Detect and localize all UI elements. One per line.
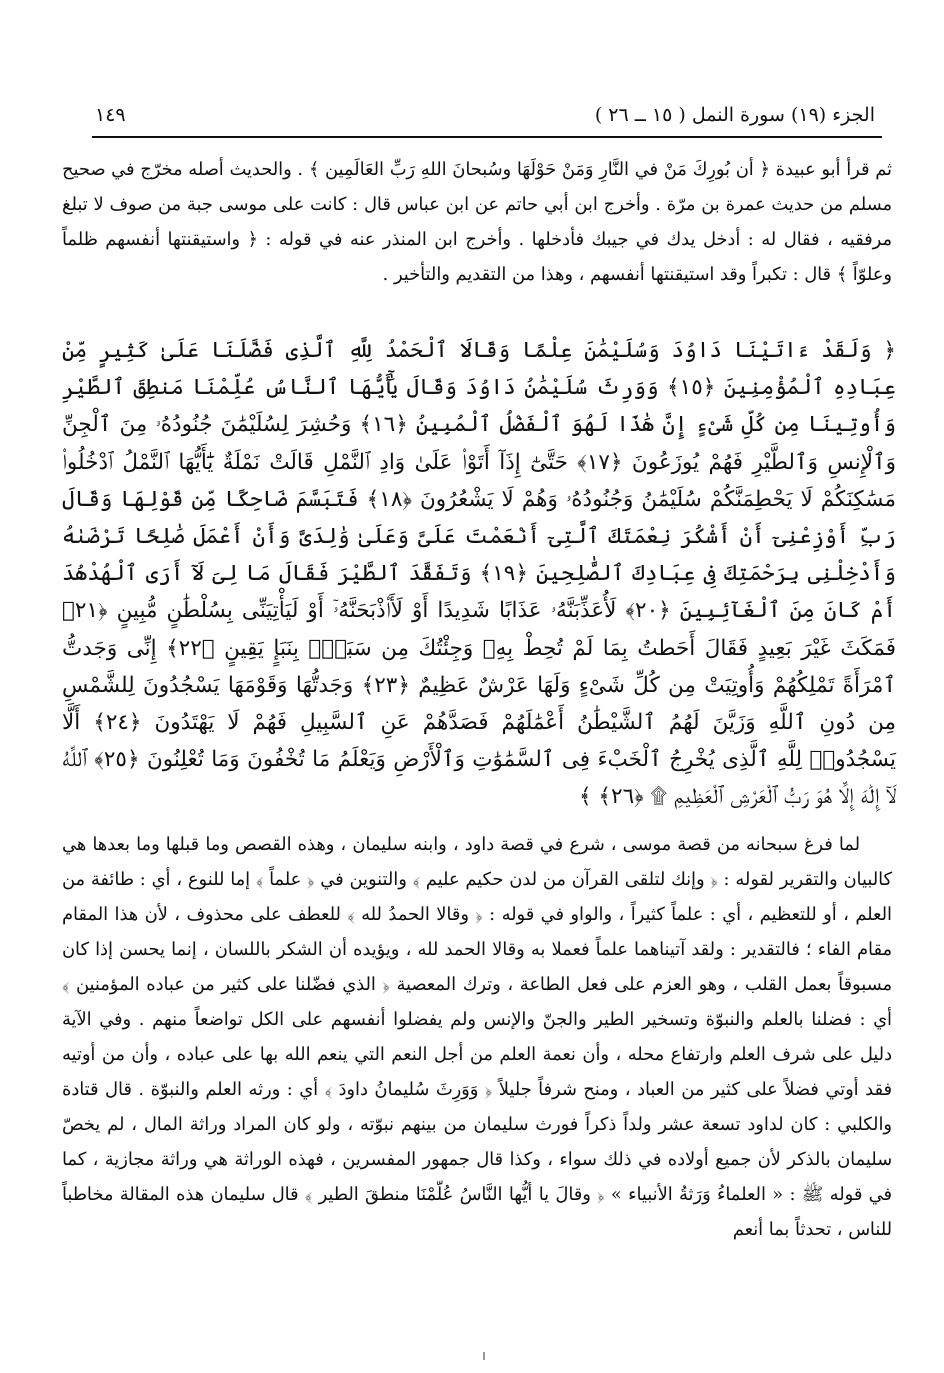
quran-verses: ﴿ وَلَقَدْ ءَاتَيْنَا دَاوُدَ وَسُلَيْمَٰنَ عِلْمًا وَقَالَا ٱلْحَمْدُ لِلَّهِ ٱلَّذِى فَضَّلَنَا عَلَىٰ كَثِيرٍ مِّنْ عِبَادِهِ ٱلْمُؤْمِنِينَ ﴿١٥﴾ وَوَرِثَ سُلَيْمَٰنُ دَاوُدَ وَقَالَ يَٰٓأَيُّهَا ٱلنَّاسُ عُلِّمْنَا مَنطِقَ ٱلطَّيْرِ وَأُوتِينَا مِن كُلِّ شَىْءٍ إِنَّ هَٰذَا لَهُوَ ٱلْفَضْلُ ٱلْمُبِينُ ﴿١٦﴾ وَحُشِرَ لِسُلَيْمَٰنَ جُنُودُهُۥ مِنَ ٱلْجِنِّ وَٱلْإِنسِ وَٱلطَّيْرِ فَهُمْ يُوزَعُونَ ﴿١٧﴾ حَتَّىٰٓ إِذَآ أَتَوْا۟ عَلَىٰ وَادِ ٱلنَّمْلِ قَالَتْ نَمْلَةٌ يَٰٓأَيُّهَا ٱلنَّمْلُ ٱدْخُلُوا۟ مَسَٰكِنَكُمْ لَا يَحْطِمَنَّكُمْ سُلَيْمَٰنُ وَجُنُودُهُۥ وَهُمْ لَا يَشْعُرُونَ ﴿١٨﴾ فَتَبَسَّمَ ضَاحِكًا مِّن قَوْلِهَا وَقَالَ رَبِّ أَوْزِعْنِىٓ أَنْ أَشْكُرَ نِعْمَتَكَ ٱلَّتِىٓ أَنْعَمْتَ عَلَىَّ وَعَلَىٰ وَٰلِدَىَّ وَأَنْ أَعْمَلَ صَٰلِحًا تَرْضَىٰهُ وَأَدْخِلْنِى بِرَحْمَتِكَ فِى عِبَادِكَ ٱلصَّٰلِحِينَ ﴿١٩﴾ وَتَفَقَّدَ ٱلطَّيْرَ فَقَالَ مَا لِىَ لَآ أَرَى ٱلْهُدْهُدَ أَمْ كَانَ مِنَ ٱلْغَآئِبِينَ ﴿٢٠﴾ لَأُعَذِّبَنَّهُۥ عَذَابًا شَدِيدًا أَوْ لَأَا۟ذْبَحَنَّهُۥٓ أَوْ لَيَأْتِيَنِّى بِسُلْطَٰنٍ مُّبِينٍ ﴿٢١﴾ فَمَكَثَ غَيْرَ بَعِيدٍ فَقَالَ أَحَطتُ بِمَا لَمْ تُحِطْ بِهِۦ وَجِئْتُكَ مِن سَبَإٍۭ بِنَبَإٍ يَقِينٍ ﴿٢٢﴾ إِنِّى وَجَدتُّ ٱمْرَأَةً تَمْلِكُهُمْ وَأُوتِيَتْ مِن كُلِّ شَىْءٍ وَلَهَا عَرْشٌ عَظِيمٌ ﴿٢٣﴾ وَجَدتُّهَا وَقَوْمَهَا يَسْجُدُونَ لِلشَّمْسِ مِن دُونِ ٱللَّهِ وَزَيَّنَ لَهُمُ ٱلشَّيْطَٰنُ أَعْمَٰلَهُمْ فَصَدَّهُمْ عَنِ ٱلسَّبِيلِ فَهُمْ لَا يَهْتَدُونَ ﴿٢٤﴾ أَلَّا يَسْجُدُوا۟ لِلَّهِ ٱلَّذِى يُخْرِجُ ٱلْخَبْءَ فِى ٱلسَّمَٰوَٰتِ وَٱلْأَرْضِ وَيَعْلَمُ مَا تُخْفُونَ وَمَا تُعْلِنُونَ ﴿٢٥﴾ ٱللَّهُ لَآ إِلَٰهَ إِلَّا هُوَ رَبُّ ٱلْعَرْشِ ٱلْعَظِيمِ ۩ ﴿٢٦﴾ ﴾ [62, 338, 897, 810]
bottom-commentary [62, 827, 892, 1247]
header-divider [92, 136, 882, 138]
header-title: الجزء (١٩) سورة النمل ( ١٥ ــ ٢٦ ) [594, 104, 875, 126]
bottom-commentary-paragraph: لما فرغ سبحانه من قصة موسى ، شرع في قصة داود ، وابنه سليمان ، وهذه القصص وما قبلها وما بعدها هي كالبيان والتقرير لقوله : ﴿ وإنك لتلقى القرآن من لدن حكيم عليم ﴾ والتنوين في ﴿ علماً ﴾ إما للنوع ، أي : طائفة من العلم ، أو للتعظيم ، أي : علماً كثيراً ، والواو في قوله : ﴿ وقالا الحمدُ لله ﴾ للعطف على محذوف ، لأن هذا المقام مقام الفاء ؛ فالتقدير : ولقد آتيناهما علماً فعملا به وقالا الحمد لله ، ويؤيده أن الشكر باللسان ، إنما يحسن إذا كان مسبوقاً بعمل القلب ، وهو العزم على فعل الطاعة ، وترك المعصية ﴿ الذي فضّلنا على كثير من عباده المؤمنين ﴾ أي : فضلنا بالعلم والنبوّة وتسخير الطير والجنّ والإنس ولم يفضلوا أنفسهم على الكل تواضعاً منهم . وفي الآية دليل على شرف العلم وارتفاع محله ، وأن نعمة العلم من أجل النعم التي ينعم الله بها على عباده ، وأن من أوتيه فقد أوتي فضلاً على كثير من العباد ، ومنح شرفاً جليلاً ﴿ وَوَرِثَ سُليمانُ داودَ ﴾ أي : ورثه العلم والنبوّة . قال قتادة والكلبي : كان لداود تسعة عشر ولداً ذكراً فورث سليمان من بينهم نبوّته ، ولو كان المراد وراثة المال ، لم يخصّ سليمان بالذكر لأن جميع أولاده في ذلك سواء ، وكذا قال جمهور المفسرين ، فهذه الوراثة هي وراثة مجازية ، كما في قوله ﷺ : « العلماءُ وَرَثةُ الأنبياء » ﴿ وقالَ يا أيُّها النَّاسُ عُلّمْنَا منطقَ الطير ﴾ قال سليمان هذه المقالة مخاطباً للناس ، تحدثاً بما أنعم [62, 834, 892, 1240]
page-header [95, 100, 875, 130]
top-commentary [62, 152, 892, 292]
footer-mark [483, 1352, 485, 1360]
quran-text-block [62, 332, 896, 812]
top-commentary-paragraph: ثم قرأ أبو عبيدة ﴿ أن بُورِكَ مَنْ في النَّارِ وَمَنْ حَوْلَهَا وسُبحانَ اللهِ رَبِّ العَالَمِين ﴾ . والحديث أصله مخرّج في صحيح مسلم من حديث عمرة بن مرّة . وأخرج ابن أبي حاتم عن ابن عباس قال : كانت على موسى جبة من صوف لا تبلغ مرفقيه ، فقال له : أدخل يدك في جيبك فأدخلها . وأخرج ابن المنذر عنه في قوله : ﴿ واستيقنتها أنفسهم ظلماً وعلوّاً ﴾ قال : تكبراً وقد استيقنتها أنفسهم ، وهذا من التقديم والتأخير . [62, 159, 892, 285]
page-number: ١٤٩ [95, 104, 126, 126]
